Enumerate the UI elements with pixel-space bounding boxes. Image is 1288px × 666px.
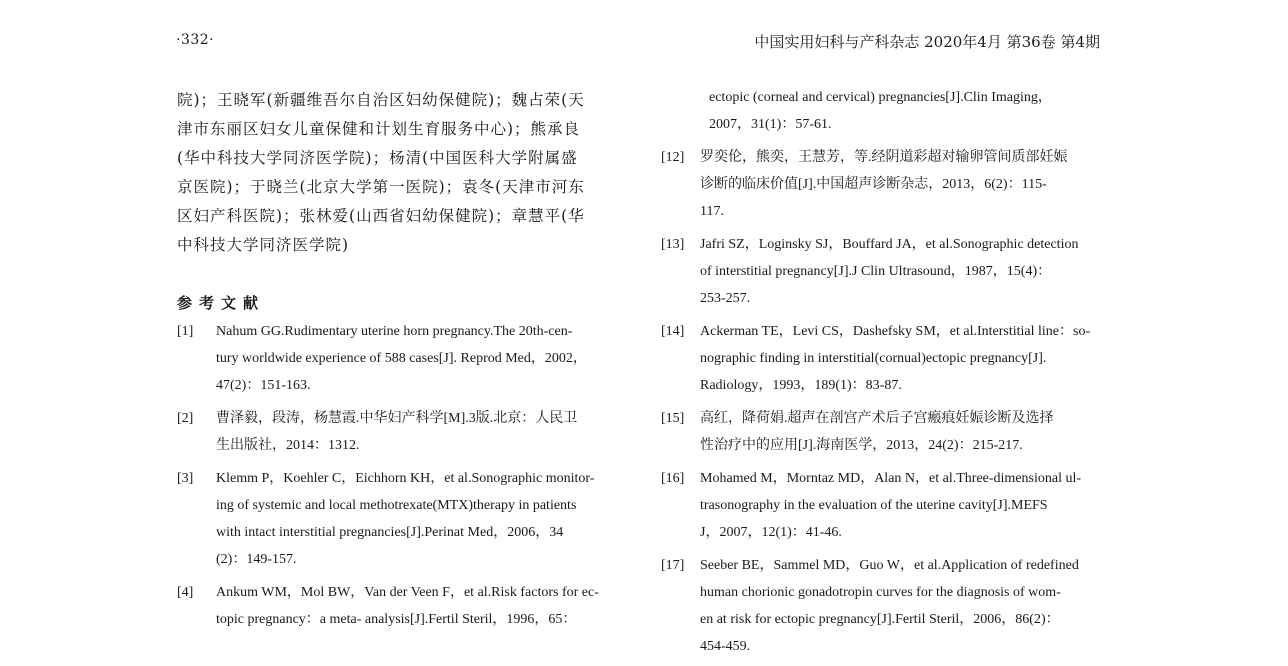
- reference-number: [17]: [661, 558, 685, 573]
- affiliations-text: 院)；王晓军(新疆维吾尔自治区妇幼保健院)；魏占荣(天 津市东丽区妇女儿童保健和计划生育服务中心)；熊承良 (华中科技大学同济医学院)；杨清(中国医科大学附属盛 京医院)；于晓兰(北京大学第一医院)；袁冬(天津市河东 区妇产科医院)；张林爱(山西省妇幼保健院)；章慧平(华 中科技大学同济医学院): [177, 91, 585, 254]
- reference-item: [661, 231, 1111, 312]
- reference-text: Nahum GG.Rudimentary uterine horn pregnancy.The 20th-cen- tury worldwide experience of 588 cases[J]. Reprod Med，2002， 47(2)：151-163.: [216, 324, 587, 393]
- reference-item: [177, 318, 625, 399]
- reference-item: [661, 318, 1111, 399]
- reference-continuation-text: ectopic (corneal and cervical) pregnancies[J].Clin Imaging， 2007，31(1)：57-61.: [709, 90, 1052, 132]
- reference-number: [2]: [177, 411, 194, 426]
- reference-text: 曹泽毅，段涛，杨慧霞.中华妇产科学[M].3版.北京：人民卫 生出版社，2014：1312.: [216, 411, 578, 453]
- reference-number: [1]: [177, 324, 194, 339]
- reference-item: [177, 405, 625, 459]
- reference-item: [661, 405, 1111, 459]
- reference-continuation: [661, 84, 1111, 138]
- reference-number: [16]: [661, 471, 685, 486]
- reference-text: 高红，降荷娟.超声在剖宫产术后子宫瘢痕妊娠诊断及选择 性治疗中的应用[J].海南医学，2013，24(2)：215-217.: [700, 411, 1054, 453]
- reference-number: [14]: [661, 324, 685, 339]
- page-number: ·332·: [176, 32, 215, 48]
- left-column: [177, 86, 625, 639]
- reference-item: [661, 552, 1111, 660]
- reference-text: 罗奕伦，熊奕，王慧芳，等.经阴道彩超对输卵管间质部妊娠 诊断的临床价值[J].中国超声诊断杂志，2013，6(2)：115- 117.: [700, 150, 1068, 219]
- reference-number: [13]: [661, 237, 685, 252]
- reference-item: [661, 144, 1111, 225]
- reference-item: [177, 579, 625, 633]
- reference-number: [15]: [661, 411, 685, 426]
- references-heading: 参考文献: [177, 294, 266, 312]
- reference-text: Mohamed M，Morntaz MD，Alan N，et al.Three-dimensional ul- trasonography in the evaluation of the uterine cavity[J].MEFS J，2007，12(1)：41-46.: [700, 471, 1082, 540]
- right-column: [661, 86, 1111, 666]
- reference-text: Ankum WM，Mol BW，Van der Veen F，et al.Risk factors for ec- topic pregnancy：a meta- analysis[J].Fertil Steril，1996，65：: [216, 585, 599, 627]
- reference-item: [177, 465, 625, 573]
- journal-header: 中国实用妇科与产科杂志 2020年4月 第36卷 第4期: [754, 33, 1100, 51]
- reference-text: Seeber BE，Sammel MD，Guo W，et al.Application of redefined human chorionic gonadotropin curves for the diagnosis of wom- en at risk for ectopic pregnancy[J].Fertil Steril，2006，86(2)： 454-459.: [700, 558, 1079, 654]
- reference-number: [12]: [661, 150, 685, 165]
- reference-item: [661, 465, 1111, 546]
- reference-text: Jafri SZ，Loginsky SJ，Bouffard JA，et al.Sonographic detection of interstitial pregnancy[J].J Clin Ultrasound，1987，15(4)： 253-257.: [700, 237, 1079, 306]
- reference-number: [3]: [177, 471, 194, 486]
- reference-text: Ackerman TE，Levi CS，Dashefsky SM，et al.Interstitial line：so- nographic finding in interstitial(cornual)ectopic pregnancy[J]. Radiology，1993，189(1)：83-87.: [700, 324, 1091, 393]
- reference-number: [4]: [177, 585, 194, 600]
- reference-text: Klemm P，Koehler C，Eichhorn KH，et al.Sonographic monitor- ing of systemic and local methotrexate(MTX)therapy in patients with intact interstitial pregnancies[J].Perinat Med，2006，34 (2)：149-157.: [216, 471, 595, 567]
